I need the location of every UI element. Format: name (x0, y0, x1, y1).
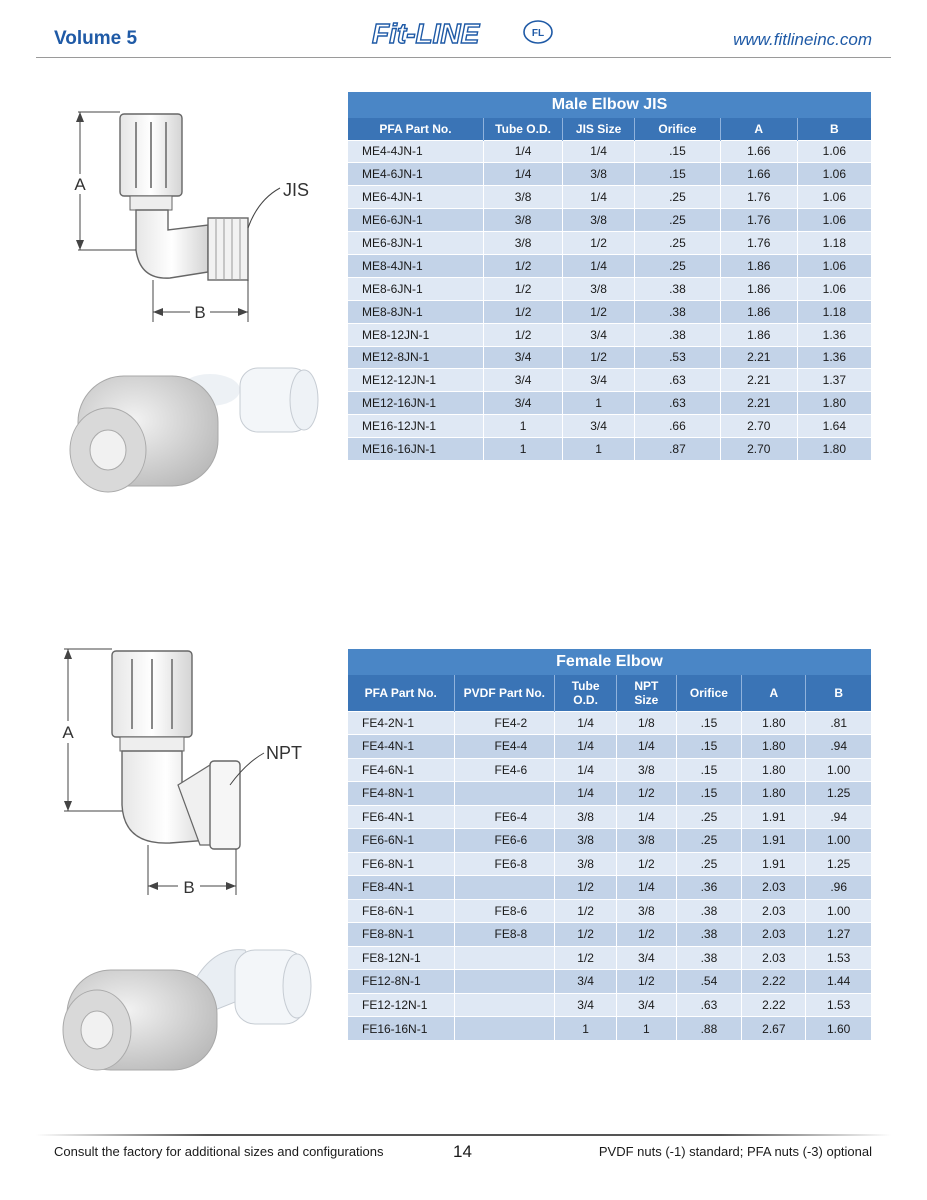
table-cell: 1.25 (806, 782, 871, 806)
table-cell: 2.70 (720, 415, 797, 438)
table-row (348, 970, 871, 994)
table-cell: .25 (635, 209, 721, 232)
table-cell: 1/2 (563, 232, 635, 255)
table-cell: 1/2 (555, 923, 617, 947)
table-cell: .38 (635, 277, 721, 300)
table-cell: .63 (635, 392, 721, 415)
table-cell: .25 (676, 829, 742, 853)
female-dimension-a-label: A (62, 723, 74, 742)
table-row (348, 946, 871, 970)
table-cell: 1/4 (555, 758, 617, 782)
table-cell: 1.76 (720, 232, 797, 255)
footer-note-left: Consult the factory for additional sizes and configurations (54, 1144, 384, 1159)
table-cell: FE12-12N-1 (348, 993, 454, 1017)
table-cell: .66 (635, 415, 721, 438)
table-cell: FE6-6 (454, 829, 555, 853)
table-cell: 1/4 (555, 782, 617, 806)
table-cell: 1.44 (806, 970, 871, 994)
table-cell: 1.80 (797, 438, 871, 461)
table-cell: 3/4 (563, 323, 635, 346)
table-cell: 3/8 (617, 829, 677, 853)
table-cell: 1.91 (742, 805, 806, 829)
table-cell: 1/2 (555, 946, 617, 970)
table-cell: 1.80 (742, 758, 806, 782)
table-cell: 1.66 (720, 140, 797, 163)
table-cell: 2.22 (742, 993, 806, 1017)
table-cell: 3/4 (563, 415, 635, 438)
table-cell: 1.66 (720, 163, 797, 186)
table-cell: 2.70 (720, 438, 797, 461)
table-cell: 1 (483, 415, 562, 438)
table-cell: .63 (676, 993, 742, 1017)
table-cell: 2.21 (720, 346, 797, 369)
table-cell: FE8-4N-1 (348, 876, 454, 900)
table-cell (454, 946, 555, 970)
thread-npt-label: NPT (266, 743, 302, 763)
table-cell: 1/4 (617, 735, 677, 759)
table-cell: 3/4 (617, 993, 677, 1017)
table-row (348, 209, 871, 232)
table-cell: 3/8 (563, 277, 635, 300)
table-cell: 3/4 (555, 993, 617, 1017)
header-line: Size (634, 692, 659, 707)
table-row (348, 923, 871, 947)
table-cell: 1.06 (797, 186, 871, 209)
table-row (348, 323, 871, 346)
table-cell: 1.53 (806, 993, 871, 1017)
table-cell: 1.86 (720, 323, 797, 346)
table-cell: 1/4 (483, 140, 562, 163)
table-cell: 1/2 (617, 923, 677, 947)
table-cell: ME12-8JN-1 (348, 346, 483, 369)
table-cell: 3/8 (617, 899, 677, 923)
table-row (348, 993, 871, 1017)
table-cell: ME4-4JN-1 (348, 140, 483, 163)
table-cell: .81 (806, 711, 871, 735)
thread-jis-label: JIS (283, 180, 310, 200)
table-cell: 3/4 (483, 369, 562, 392)
table-cell: 3/4 (617, 946, 677, 970)
dimension-a-label: A (74, 175, 86, 194)
table-cell: FE6-4 (454, 805, 555, 829)
table-cell: 1/2 (555, 899, 617, 923)
fitline-logo (368, 14, 558, 52)
table-cell: 3/4 (483, 346, 562, 369)
table-cell: FE6-8N-1 (348, 852, 454, 876)
header-line: O.D. (573, 692, 598, 707)
table-cell (454, 876, 555, 900)
table-cell: 3/8 (483, 209, 562, 232)
table-cell: .15 (676, 782, 742, 806)
table-row (348, 277, 871, 300)
female-col-header (555, 675, 617, 711)
table-cell: 1.76 (720, 209, 797, 232)
table-cell: 1/2 (617, 970, 677, 994)
table-cell: FE8-6N-1 (348, 899, 454, 923)
footer-divider (36, 1134, 891, 1136)
male-col-header: Tube O.D. (483, 118, 562, 140)
table-cell: .87 (635, 438, 721, 461)
table-cell: 2.03 (742, 876, 806, 900)
table-cell: 1/2 (555, 876, 617, 900)
table-cell: 1.86 (720, 300, 797, 323)
male-elbow-table-title: Male Elbow JIS (348, 92, 871, 118)
footer-note-right: PVDF nuts (-1) standard; PFA nuts (-3) optional (598, 1144, 872, 1159)
table-cell: ME6-6JN-1 (348, 209, 483, 232)
table-cell: 1.06 (797, 254, 871, 277)
table-cell: 1.64 (797, 415, 871, 438)
table-row (348, 758, 871, 782)
table-cell: 1/8 (617, 711, 677, 735)
table-cell: 1/4 (563, 254, 635, 277)
table-cell: FE8-12N-1 (348, 946, 454, 970)
table-cell: .88 (676, 1017, 742, 1041)
table-cell: 1/4 (617, 876, 677, 900)
table-cell: FE4-2N-1 (348, 711, 454, 735)
logo-badge-text: FL (531, 28, 545, 39)
table-cell: 3/8 (555, 805, 617, 829)
table-cell: 1 (483, 438, 562, 461)
table-cell: 3/8 (555, 852, 617, 876)
table-cell: FE4-4 (454, 735, 555, 759)
table-row (348, 415, 871, 438)
header-divider (36, 57, 891, 58)
table-cell: 1/2 (483, 323, 562, 346)
table-cell: .54 (676, 970, 742, 994)
table-row (348, 899, 871, 923)
table-cell: 1.91 (742, 852, 806, 876)
table-cell: 1/2 (617, 782, 677, 806)
table-cell: 1.60 (806, 1017, 871, 1041)
table-cell: FE4-8N-1 (348, 782, 454, 806)
table-cell: .38 (635, 323, 721, 346)
table-cell: 2.03 (742, 923, 806, 947)
table-cell: .15 (635, 140, 721, 163)
table-cell: FE8-6 (454, 899, 555, 923)
table-cell: FE12-8N-1 (348, 970, 454, 994)
volume-label: Volume 5 (54, 28, 138, 49)
table-cell: .94 (806, 805, 871, 829)
table-cell: FE8-8 (454, 923, 555, 947)
table-cell: .38 (635, 300, 721, 323)
table-cell: 1.36 (797, 346, 871, 369)
table-cell: 2.21 (720, 392, 797, 415)
table-cell (454, 970, 555, 994)
table-row (348, 711, 871, 735)
table-cell: 1.27 (806, 923, 871, 947)
table-cell: .94 (806, 735, 871, 759)
table-cell: 1.00 (806, 758, 871, 782)
table-cell (454, 782, 555, 806)
table-cell: 3/8 (483, 232, 562, 255)
table-cell: 2.67 (742, 1017, 806, 1041)
header-line: PVDF Part No. (463, 685, 546, 700)
table-cell: 1.06 (797, 140, 871, 163)
header-line: NPT (634, 678, 659, 693)
header-line: A (769, 685, 779, 700)
dimension-b-label: B (194, 303, 206, 322)
table-cell: 1.06 (797, 209, 871, 232)
table-cell: 2.21 (720, 369, 797, 392)
table-row (348, 829, 871, 853)
table-cell: .38 (676, 923, 742, 947)
male-elbow-jis-table (348, 92, 871, 460)
table-row (348, 392, 871, 415)
table-cell: .25 (635, 186, 721, 209)
table-cell: 1.06 (797, 163, 871, 186)
table-cell: 1 (555, 1017, 617, 1041)
table-cell: FE8-8N-1 (348, 923, 454, 947)
table-cell: ME4-6JN-1 (348, 163, 483, 186)
table-cell (454, 993, 555, 1017)
table-cell: 1.18 (797, 232, 871, 255)
table-cell: .36 (676, 876, 742, 900)
table-cell: 1.06 (797, 277, 871, 300)
table-cell: 3/4 (563, 369, 635, 392)
table-cell: 1/2 (617, 852, 677, 876)
table-row (348, 782, 871, 806)
header-line: B (834, 685, 843, 700)
table-cell: 1/2 (563, 300, 635, 323)
table-row (348, 300, 871, 323)
male-col-header: B (797, 118, 871, 140)
table-cell: 1.00 (806, 899, 871, 923)
table-cell: FE6-4N-1 (348, 805, 454, 829)
female-col-header (806, 675, 871, 711)
table-cell: FE4-6N-1 (348, 758, 454, 782)
table-cell: .15 (676, 758, 742, 782)
table-cell: 1.25 (806, 852, 871, 876)
table-cell: FE6-6N-1 (348, 829, 454, 853)
website-url[interactable]: www.fitlineinc.com (733, 30, 872, 49)
table-row (348, 140, 871, 163)
table-cell: ME16-12JN-1 (348, 415, 483, 438)
table-cell: 1.76 (720, 186, 797, 209)
female-dimension-b-label: B (183, 878, 195, 895)
female-col-header (676, 675, 742, 711)
male-elbow-photo (50, 350, 340, 500)
table-cell: 1.53 (806, 946, 871, 970)
page-number: 14 (453, 1142, 472, 1161)
table-cell: ME8-4JN-1 (348, 254, 483, 277)
table-cell: FE6-8 (454, 852, 555, 876)
table-cell: 2.03 (742, 946, 806, 970)
table-cell: 1/2 (483, 300, 562, 323)
table-cell: 1.80 (742, 735, 806, 759)
header-line: PFA Part No. (364, 685, 437, 700)
female-elbow-table (348, 649, 871, 1040)
table-cell: 1.36 (797, 323, 871, 346)
table-cell: ME6-8JN-1 (348, 232, 483, 255)
table-cell: ME8-6JN-1 (348, 277, 483, 300)
female-col-header (617, 675, 677, 711)
female-elbow-dimension-drawing (50, 645, 340, 895)
male-col-header: PFA Part No. (348, 118, 483, 140)
table-row (348, 438, 871, 461)
table-cell: 1/4 (617, 805, 677, 829)
table-cell: FE4-2 (454, 711, 555, 735)
table-row (348, 254, 871, 277)
table-cell: 1/4 (555, 735, 617, 759)
female-elbow-photo (45, 940, 335, 1090)
table-cell: 3/4 (483, 392, 562, 415)
table-cell: 1.91 (742, 829, 806, 853)
table-row (348, 369, 871, 392)
table-row (348, 852, 871, 876)
table-cell: .53 (635, 346, 721, 369)
table-cell: 1/2 (563, 346, 635, 369)
table-cell: .96 (806, 876, 871, 900)
table-row (348, 876, 871, 900)
table-cell: .15 (676, 711, 742, 735)
table-row (348, 805, 871, 829)
table-cell: FE16-16N-1 (348, 1017, 454, 1041)
table-cell: 3/8 (483, 186, 562, 209)
male-col-header: A (720, 118, 797, 140)
table-cell: 2.03 (742, 899, 806, 923)
table-cell: FE4-6 (454, 758, 555, 782)
table-cell: 1/4 (563, 140, 635, 163)
table-cell: 3/8 (563, 209, 635, 232)
table-cell: 1 (563, 392, 635, 415)
table-cell: .25 (676, 852, 742, 876)
female-col-header (742, 675, 806, 711)
logo-text: Fit-LINE (372, 18, 480, 49)
table-cell: 3/8 (555, 829, 617, 853)
table-cell: 1.37 (797, 369, 871, 392)
table-cell: 1 (617, 1017, 677, 1041)
male-col-header: Orifice (635, 118, 721, 140)
table-cell: .38 (676, 946, 742, 970)
table-row (348, 735, 871, 759)
table-row (348, 232, 871, 255)
table-cell: 2.22 (742, 970, 806, 994)
table-cell: 1/2 (483, 277, 562, 300)
table-cell: .25 (635, 254, 721, 277)
male-col-header: JIS Size (563, 118, 635, 140)
table-cell: 1.80 (742, 782, 806, 806)
table-cell: 1.86 (720, 277, 797, 300)
table-cell: 1/4 (563, 186, 635, 209)
table-cell: 1.80 (742, 711, 806, 735)
table-row (348, 1017, 871, 1041)
table-cell: FE4-4N-1 (348, 735, 454, 759)
male-elbow-dimension-drawing (58, 100, 338, 330)
female-col-header (348, 675, 454, 711)
table-cell: 3/8 (563, 163, 635, 186)
table-cell: 1.18 (797, 300, 871, 323)
table-row (348, 186, 871, 209)
table-cell: ME8-12JN-1 (348, 323, 483, 346)
table-row (348, 163, 871, 186)
table-cell: ME8-8JN-1 (348, 300, 483, 323)
table-cell (454, 1017, 555, 1041)
table-cell: 1.86 (720, 254, 797, 277)
table-cell: .38 (676, 899, 742, 923)
table-cell: 1 (563, 438, 635, 461)
header-line: Tube (571, 678, 600, 693)
table-cell: 1/2 (483, 254, 562, 277)
table-cell: 1/4 (483, 163, 562, 186)
table-cell: ME12-12JN-1 (348, 369, 483, 392)
table-row (348, 346, 871, 369)
table-cell: ME12-16JN-1 (348, 392, 483, 415)
table-cell: 1.80 (797, 392, 871, 415)
table-cell: .25 (635, 232, 721, 255)
table-cell: ME16-16JN-1 (348, 438, 483, 461)
table-cell: .63 (635, 369, 721, 392)
female-elbow-table-title: Female Elbow (348, 649, 871, 675)
female-col-header (454, 675, 555, 711)
table-cell: .15 (635, 163, 721, 186)
header-line: Orifice (689, 685, 728, 700)
table-cell: ME6-4JN-1 (348, 186, 483, 209)
table-cell: 3/4 (555, 970, 617, 994)
table-cell: 1/4 (555, 711, 617, 735)
table-cell: 1.00 (806, 829, 871, 853)
table-cell: .25 (676, 805, 742, 829)
table-cell: .15 (676, 735, 742, 759)
table-cell: 3/8 (617, 758, 677, 782)
